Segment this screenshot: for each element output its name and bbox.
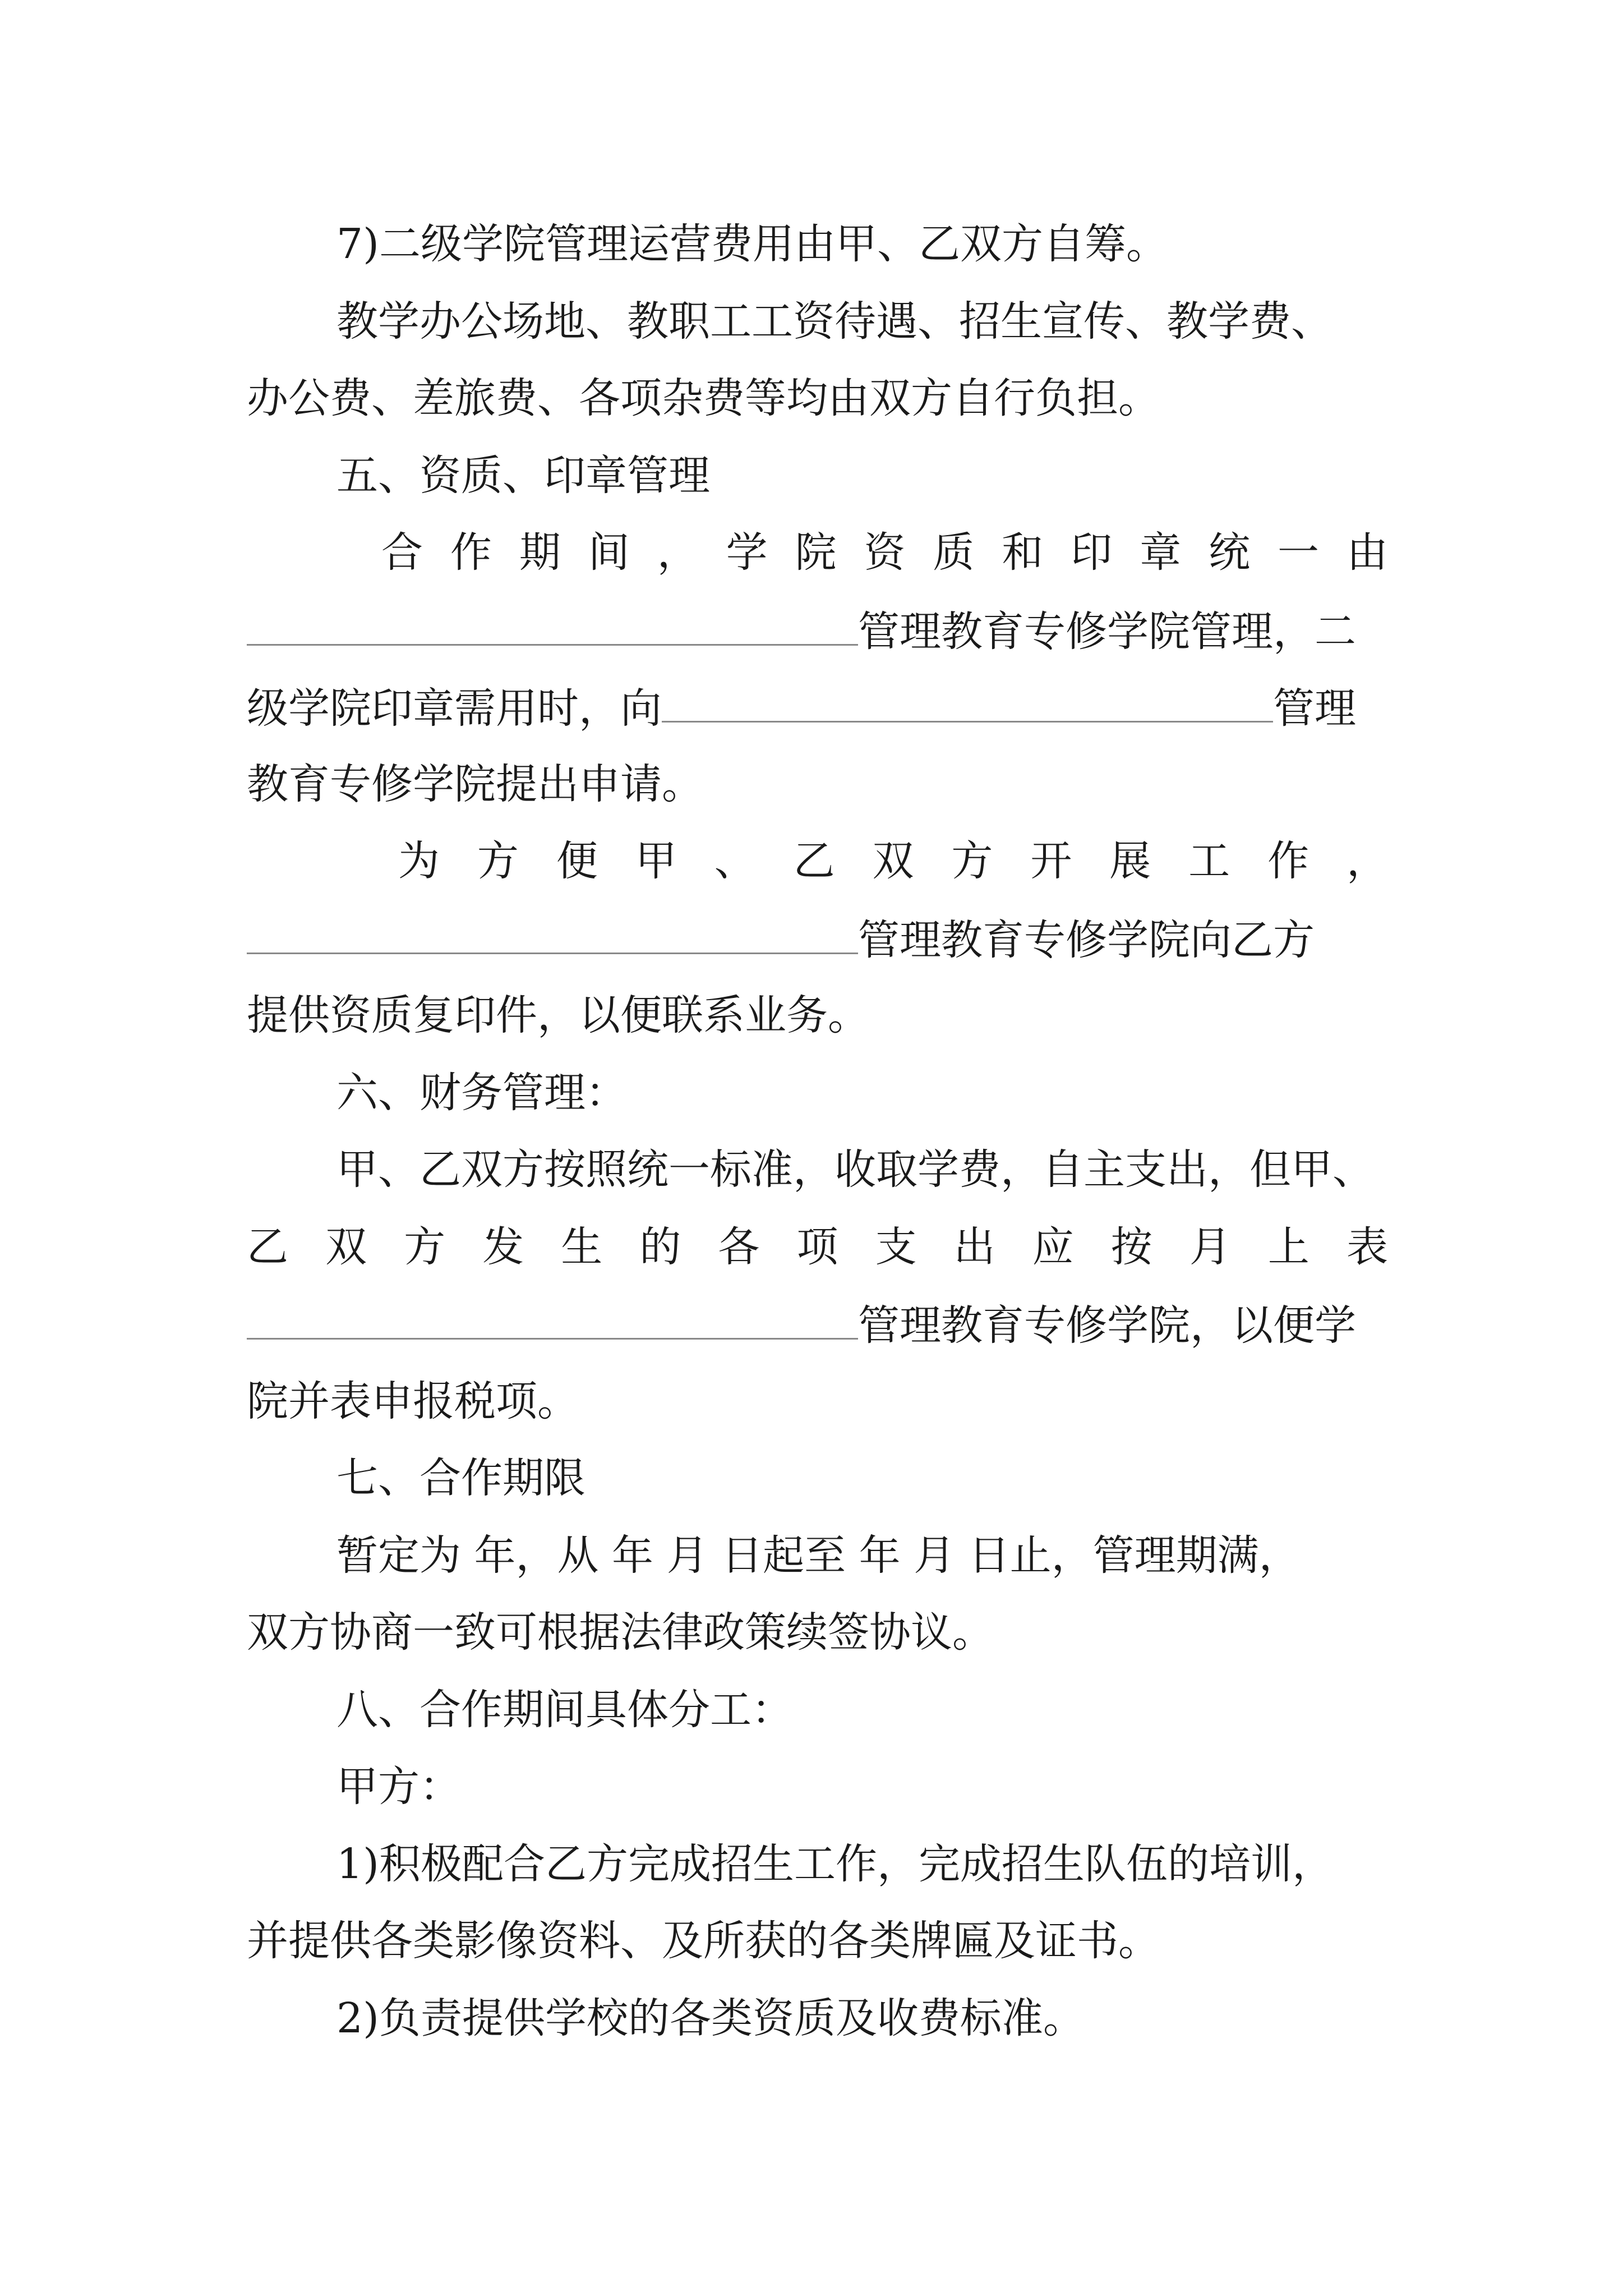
section-heading: 七、合作期限: [336, 1454, 585, 1502]
blank-trailing-text: 管理教育专修学院，以便学: [858, 1301, 1356, 1350]
blank-trailing-text: 管理: [1273, 684, 1356, 733]
paragraph-line: 暂定为 年，从 年 月 日起至 年 月 日止，管理期满，: [336, 1531, 1301, 1580]
fill-in-blank[interactable]: [662, 676, 1273, 723]
fill-in-blank[interactable]: [247, 1293, 858, 1340]
paragraph-line: 2)负责提供学校的各类资质及收费标准。: [336, 1994, 1085, 2042]
blank-trailing-text: 管理教育专修学院向乙方: [858, 916, 1315, 964]
section-heading: 八、合作期间具体分工：: [336, 1686, 793, 1734]
paragraph-line: [247, 908, 1388, 969]
paragraph-line: 双方协商一致可根据法律政策续签协议。: [247, 1608, 994, 1657]
paragraph-line: 1)积极配合乙方完成招生工作，完成招生队伍的培训，: [336, 1840, 1334, 1888]
paragraph-line: 教育专修学院提出申请。: [247, 760, 703, 808]
fill-in-blank[interactable]: [247, 908, 858, 954]
paragraph-line: 合 作 期 间 ， 学 院 资 质 和 印 章 统 一 由: [381, 528, 1388, 577]
paragraph-line: [247, 1293, 1388, 1355]
paragraph-line: 7)二级学院管理运营费用由甲、乙双方自筹。: [336, 220, 1168, 268]
blank-leading-text: 级学院印章需用时，向: [247, 684, 662, 733]
fill-in-blank[interactable]: [247, 599, 858, 646]
paragraph-line: 甲、乙双方按照统一标准，收取学费，自主支出，但甲、: [336, 1145, 1374, 1194]
paragraph-line: 办公费、差旅费、各项杂费等均由双方自行负担。: [247, 374, 1160, 422]
paragraph-line: 乙 双 方 发 生 的 各 项 支 出 应 按 月 上 表: [247, 1223, 1388, 1271]
paragraph-line: 院并表申报税项。: [247, 1377, 579, 1425]
section-heading: 五、资质、印章管理: [336, 452, 710, 500]
section-heading: 六、财务管理：: [336, 1069, 627, 1117]
paragraph-line: 教学办公场地、教职工工资待遇、招生宣传、教学费、: [336, 297, 1332, 346]
sub-heading: 甲方：: [336, 1763, 461, 1811]
blank-trailing-text: 管理教育专修学院管理，二: [858, 608, 1356, 656]
paragraph-line: 为 方 便 甲 、 乙 双 方 开 展 工 作 ，: [398, 837, 1388, 885]
paragraph-line: 提供资质复印件，以便联系业务。: [247, 991, 869, 1039]
paragraph-line: [247, 599, 1388, 661]
paragraph-line: [247, 676, 1388, 738]
paragraph-line: 并提供各类影像资料、及所获的各类牌匾及证书。: [247, 1917, 1160, 1965]
